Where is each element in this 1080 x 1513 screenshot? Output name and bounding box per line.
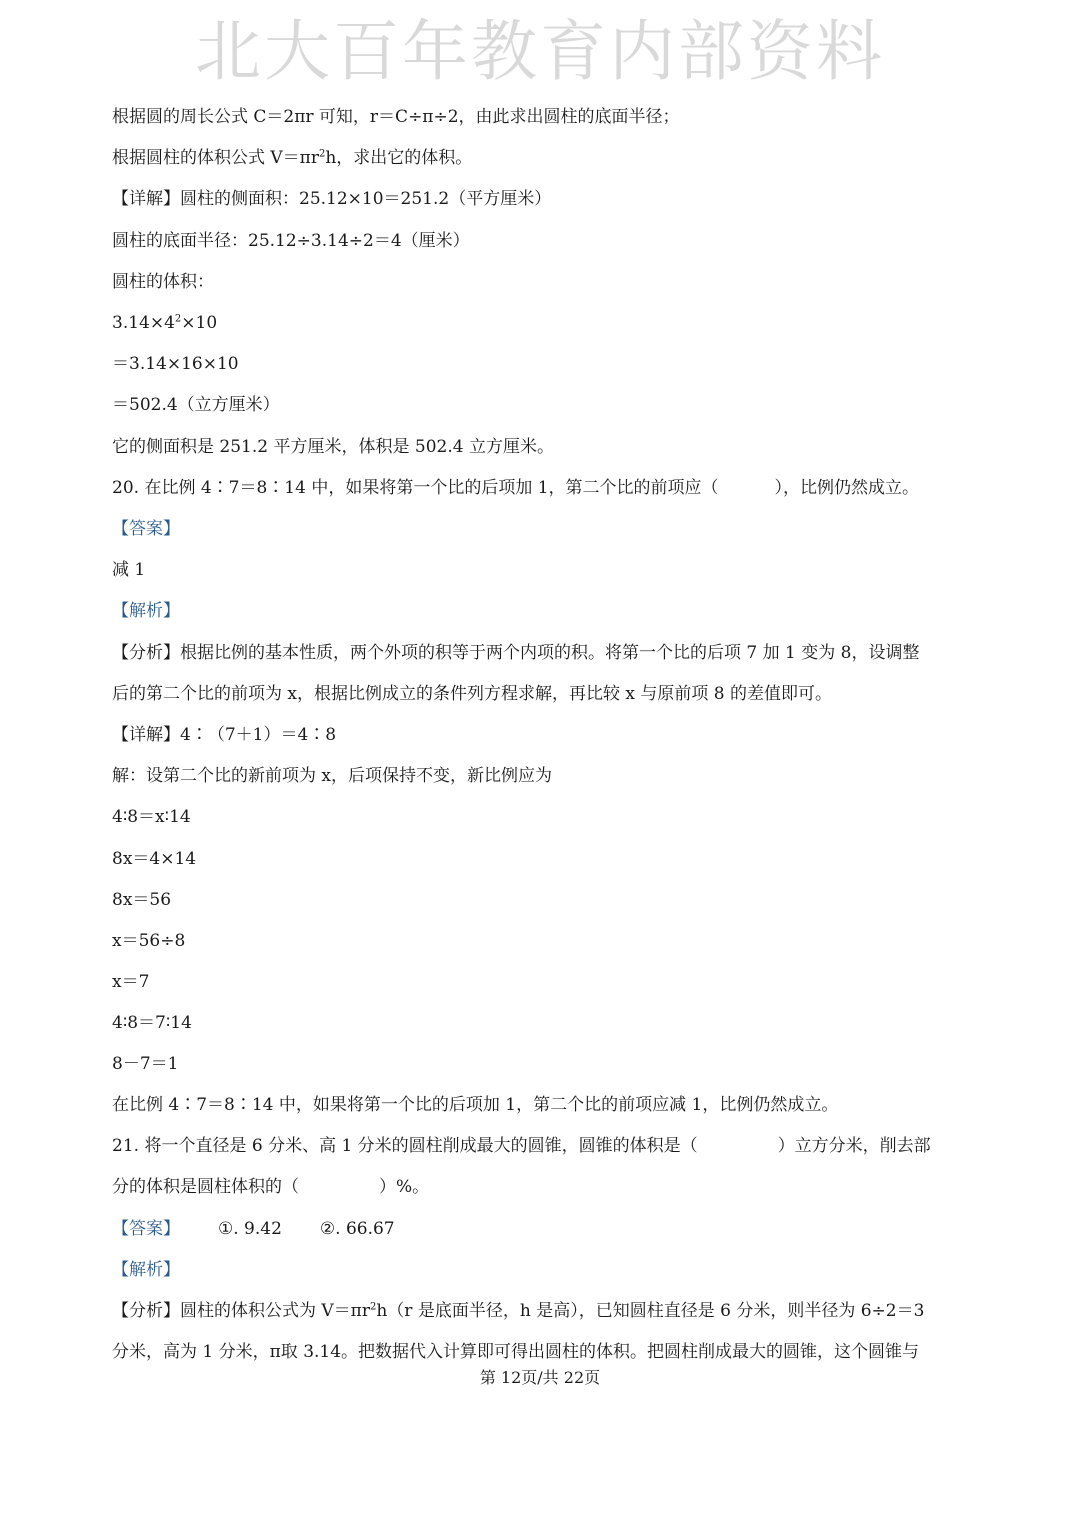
text-line: 8x＝56 <box>112 890 172 910</box>
question-21: 21. 将一个直径是 6 分米、高 1 分米的圆柱削成最大的圆锥，圆锥的体积是（ ）立方分米，削去部 <box>112 1136 931 1156</box>
text-line: 【详解】4∶（7＋1）＝4∶8 <box>112 725 337 745</box>
text-line: 它的侧面积是 251.2 平方厘米，体积是 502.4 立方厘米。 <box>112 437 554 457</box>
text-line: 圆柱的体积： <box>112 272 214 292</box>
answer-tag: 【答案】 <box>112 519 180 539</box>
detail-tag: 【详解】 <box>112 189 180 209</box>
text-line: 【分析】圆柱的体积公式为 $V=\pi r^2h(r$ 是底面半径，h 是高），已知圆柱直径是 6 分米，则半径为 6÷2＝3 <box>112 1301 925 1321</box>
text-line: 【分析】根据比例的基本性质，两个外项的积等于两个内项的积。将第一个比的后项 7 加 1 变为 8，设调整 <box>112 643 920 663</box>
text-line: $3.14\times 4^2\times 10$ <box>112 313 218 333</box>
text-line: 分的体积是圆柱体积的（ ）%。 <box>112 1177 430 1197</box>
analysis-tag: 【解析】 <box>112 601 180 621</box>
text-line: x＝7 <box>112 972 150 992</box>
text-line: 8x＝4×14 <box>112 849 197 869</box>
text-line: ＝3.14×16×10 <box>112 354 239 374</box>
text-line: 后的第二个比的前项为 x，根据比例成立的条件列方程求解，再比较 x 与原前项 8 的差值即可。 <box>112 684 833 704</box>
text-line: 圆柱的底面半径：25.12÷3.14÷2＝4（厘米） <box>112 231 470 251</box>
analysis-tag: 【解析】 <box>112 1260 180 1280</box>
question-20: 20. 在比例 4∶7＝8∶14 中，如果将第一个比的后项加 1，第二个比的前项应（ ），比例仍然成立。 <box>112 478 920 498</box>
watermark: 北大百年教育内部资料 <box>195 13 885 90</box>
text-line: ＝502.4（立方厘米） <box>112 395 280 415</box>
page-footer: 第 12页/共 22页 <box>479 1368 601 1387</box>
answer-21: 【答案】 ①. 9.42 ②. 66.67 <box>112 1219 395 1239</box>
text-line: 解：设第二个比的新前项为 x，后项保持不变，新比例应为 <box>112 766 552 786</box>
text-line: 根据圆的周长公式 C＝2πr 可知，r＝C÷π÷2，由此求出圆柱的底面半径； <box>112 107 680 127</box>
text-line: 4∶8＝x∶14 <box>112 807 191 827</box>
text-line: 根据圆柱的体积公式 $V=\pi r^2h$，求出它的体积。 <box>112 148 473 168</box>
text-line: 4∶8＝7∶14 <box>112 1013 192 1033</box>
answer-20: 减 1 <box>112 560 146 580</box>
text-line: 8－7＝1 <box>112 1054 179 1074</box>
text-line: 在比例 4∶7＝8∶14 中，如果将第一个比的后项加 1，第二个比的前项应减 1，比例仍然成立。 <box>112 1095 839 1115</box>
text-line: 【详解】圆柱的侧面积：25.12×10＝251.2（平方厘米） <box>112 189 552 209</box>
text-line: 分米，高为 1 分米，π取 3.14。把数据代入计算即可得出圆柱的体积。把圆柱削成最大的圆锥，这个圆锥与 <box>112 1342 920 1362</box>
text-line: x＝56÷8 <box>112 931 186 951</box>
